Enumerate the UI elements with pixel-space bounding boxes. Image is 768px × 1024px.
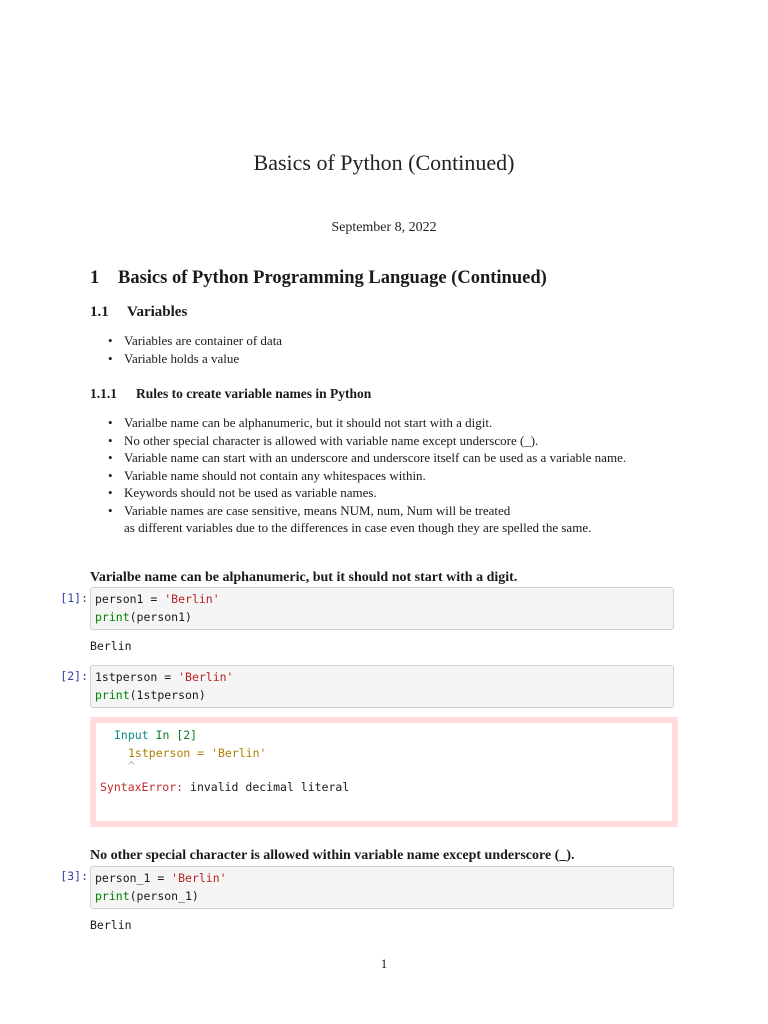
note-special-chars: No other special character is allowed within variable name except underscore (_). (90, 848, 575, 863)
list-item: • Keywords should not be used as variable names. (108, 485, 377, 500)
variables-list (90, 332, 690, 367)
subsubsection-number: 1.1.1 (90, 386, 117, 401)
code-cell-1[interactable] (90, 587, 674, 630)
list-item: • Variable name can start with an underscore and underscore itself can be used as a variable name. (108, 450, 627, 465)
code-line: person1 = 'Berlin' (95, 592, 220, 606)
cell-prompt: [3]: (60, 869, 88, 883)
subsubsection-heading-rules (90, 386, 371, 402)
code-line: print(1stperson) (95, 687, 206, 702)
error-output-body (96, 723, 672, 821)
code-line: print(person_1) (95, 888, 199, 903)
subsubsection-title: Rules to create variable names in Python (136, 386, 372, 401)
list-item: • Variables are container of data (108, 333, 283, 348)
list-item: • Variable holds a value (108, 350, 240, 366)
note-alphanumeric: Varialbe name can be alphanumeric, but it should not start with a digit. (90, 570, 518, 585)
code-line: person_1 = 'Berlin' (95, 871, 227, 885)
error-caret: ^ (128, 759, 135, 773)
rules-list (90, 414, 690, 537)
list-item: • No other special character is allowed with variable name except underscore (_). (108, 432, 539, 448)
code-line: 1stperson = 'Berlin' (95, 670, 234, 684)
document-date: September 8, 2022 (331, 220, 437, 235)
subsection-heading-variables (90, 304, 187, 321)
section-title: Basics of Python Programming Language (Continued) (118, 268, 547, 288)
cell-prompt: [1]: (60, 591, 88, 605)
section-number: 1 (90, 268, 100, 288)
list-item: • Variable names are case sensitive, means NUM, num, Num will be treated as different variables due to the differences in case even though they are spelled the same. (108, 502, 592, 535)
cell-prompt: [2]: (60, 669, 88, 683)
subsection-title: Variables (127, 304, 188, 320)
error-code-line: 1stperson = 'Berlin' (128, 745, 267, 760)
code-line: print(person1) (95, 609, 192, 624)
list-item: • Variable name should not contain any whitespaces within. (108, 467, 426, 483)
error-message: SyntaxError: invalid decimal literal (100, 780, 350, 794)
subsection-number: 1.1 (90, 304, 109, 320)
section-heading-1 (90, 268, 547, 289)
code-cell-2[interactable] (90, 665, 674, 708)
cell-output: Berlin (90, 639, 132, 653)
error-output (90, 717, 678, 827)
code-cell-3[interactable] (90, 866, 674, 909)
list-item: • Varialbe name can be alphanumeric, but it should not start with a digit. (108, 415, 493, 430)
error-input-line: Input In [2] (114, 728, 198, 742)
page-number: 1 (380, 956, 388, 971)
document-title: Basics of Python (Continued) (253, 150, 515, 175)
cell-output: Berlin (90, 918, 132, 932)
